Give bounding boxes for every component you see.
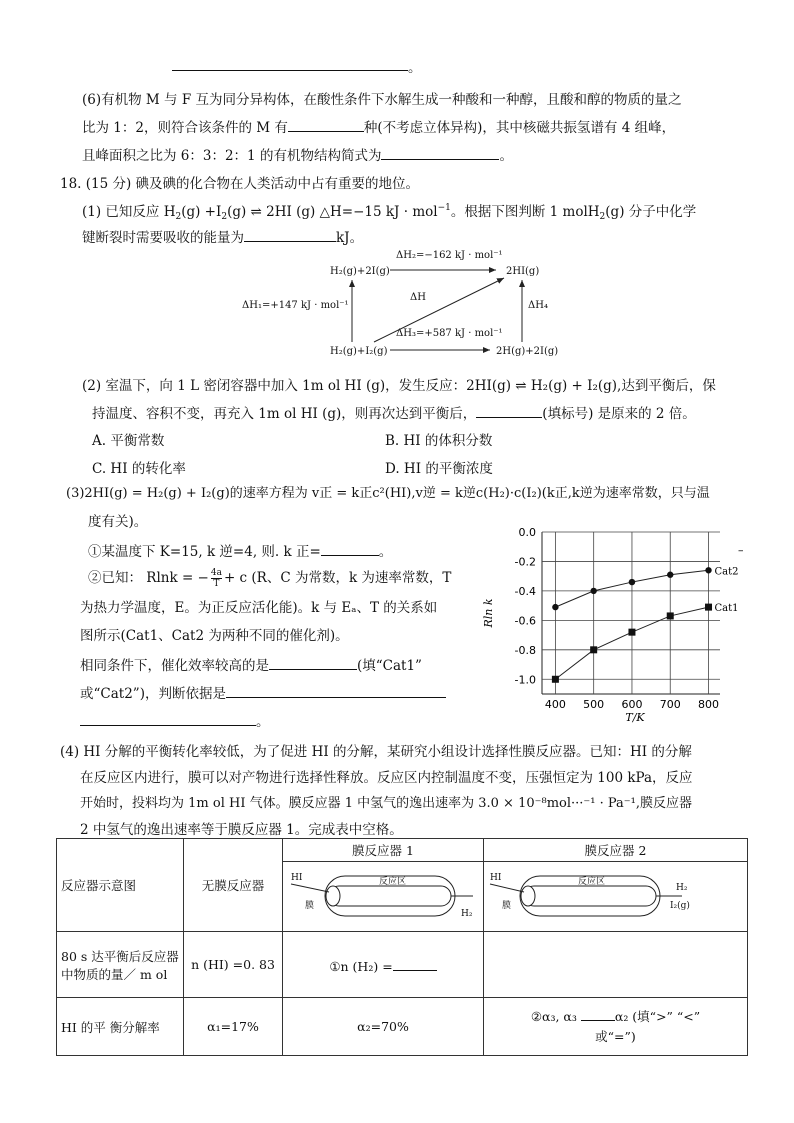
q18-part3-item5: 。	[80, 710, 270, 730]
q18-part4-line4: 2 中氢气的逸出速率等于膜反应器 1。完成表中空格。	[80, 822, 403, 838]
table-blank-nh2[interactable]	[393, 956, 437, 971]
data-point-cat1	[552, 676, 559, 683]
table-header-diagram: 反应器示意图	[57, 839, 184, 932]
membrane-reactor2-schematic	[486, 862, 746, 928]
diagram-bottom-left: H₂(g)+I₂(g)	[330, 346, 388, 357]
reactor1-in-label: HI	[291, 873, 303, 883]
data-point-cat2	[629, 579, 635, 585]
table-row2-reactor2: ②α₃, α₃ α₂ (填“>” “<” 或“=”)	[484, 998, 748, 1056]
q18-part3-item1: ①某温度下 K=15, k 逆=4, 则. k 正= 。	[88, 540, 392, 560]
table-header-reactor1: 膜反应器 1 HI 反应区 膜 H₂	[283, 839, 484, 932]
reactor2-out-h2: H₂	[675, 883, 687, 893]
x-tick-label: 800	[698, 698, 720, 711]
energy-cycle-diagram	[240, 244, 570, 362]
q18-blank-option[interactable]	[476, 403, 542, 418]
series-label-cat2: Cat2	[714, 566, 739, 578]
q6-line3: 且峰面积之比为 6：3：2：1 的有机物结构简式为 。	[82, 144, 513, 164]
q18-part3-item2d: 图所示(Cat1、Cat2 为两种不同的催化剂)。	[80, 628, 349, 644]
data-point-cat1	[590, 646, 597, 653]
q6-blank-structure[interactable]	[381, 145, 499, 160]
diagram-top-right: 2HI(g)	[506, 266, 540, 277]
series-label-cat1: Cat1	[714, 603, 739, 615]
y-tick-label: -0.8	[514, 643, 536, 657]
q18-part3-line1: (3)2HI(g) = H₂(g) + I₂(g)的速率方程为 v正 = k正c²(HI),v逆 = k逆c(H₂)·c(I₂)(k正,k逆为速率常数，只与温	[66, 486, 710, 501]
table-row1-nomembrane: n (HI) =0. 83	[184, 932, 283, 998]
y-tick-label: -1.0	[514, 673, 536, 687]
reactor2-out-i2: I₂(g)	[669, 901, 690, 911]
x-tick-label: 700	[659, 698, 681, 711]
q18-part3-item3: 相同条件下，催化效率较高的是 (填“Cat1”	[80, 654, 422, 674]
x-tick-label: 600	[621, 698, 643, 711]
table-row1-label: 80 s 达平衡后反应器中物质的量／ m ol	[57, 932, 184, 998]
x-axis-label: T/K	[625, 711, 645, 724]
data-point-cat2	[705, 567, 711, 573]
rlnk-vs-t-chart	[480, 522, 750, 730]
membrane-reactor1-schematic	[285, 862, 481, 928]
x-tick-label: 400	[544, 698, 566, 711]
reactor1-zone-label: 反应区	[379, 877, 407, 887]
reactor1-membrane-label: 膜	[305, 901, 315, 911]
q18-header: 18. (15 分) 碘及碘的化合物在人类活动中占有重要的地位。	[60, 176, 420, 192]
table-row2-nomembrane: α₁=17%	[184, 998, 283, 1056]
q18-blank-catalyst[interactable]	[269, 655, 357, 670]
q18-part3-item4: 或“Cat2”)，判断依据是	[80, 682, 446, 702]
table-header-reactor2: 膜反应器 2 HI 反应区 膜 H₂ I₂(g)	[484, 839, 748, 932]
q6-blank-count[interactable]	[288, 117, 364, 132]
reactor2-in-label: HI	[489, 873, 501, 883]
q18-blank-energy[interactable]	[244, 227, 336, 242]
diagram-dh4: ΔH₄	[528, 300, 548, 311]
diagram-dh1: ΔH₁=+147 kJ · mol⁻¹	[242, 300, 349, 311]
y-tick-label: -0.2	[514, 555, 536, 569]
q18-option-d[interactable]: D. HI 的平衡浓度	[385, 461, 493, 477]
q18-option-c[interactable]: C. HI 的转化率	[92, 461, 186, 477]
y-axis-label: Rln k	[482, 598, 495, 628]
q18-part1-line1: (1) 已知反应 $H_2(g) +I_2(g)$ ⇌ 2HI (g) △H=−15 kJ · mol$^{-1}$。根据下图判断 1 molH$_2$(g) 分子中化学	[82, 203, 697, 222]
reactor2-membrane-label: 膜	[501, 901, 511, 911]
diagram-dh: ΔH	[410, 292, 426, 303]
q18-option-a[interactable]: A. 平衡常数	[92, 433, 165, 449]
prev-answer-blank[interactable]	[172, 58, 408, 71]
diagram-dh3: ΔH₃=+587 kJ · mol⁻¹	[396, 328, 503, 339]
q18-part3-item2: ②已知： Rlnk = − $\frac{4a}{T}$ + c (R、C 为常数，k 为速率常数，T	[88, 568, 452, 589]
q18-part1-line2: 键断裂时需要吸收的能量为 kJ。	[82, 226, 363, 246]
diagram-bottom-right: 2H(g)+2I(g)	[496, 346, 559, 357]
q18-part3-item2c: 为热力学温度，E。为正反应活化能)。k 与 Eₐ、T 的关系如	[80, 600, 438, 616]
data-point-cat1	[705, 604, 712, 611]
table-row2-label: HI 的平 衡分解率	[57, 998, 184, 1056]
table-blank-compare[interactable]	[581, 1006, 615, 1021]
q6-line2: 比为 1：2，则符合该条件的 M 有 种(不考虑立体异构)，其中核磁共振氢谱有 4 组峰，	[82, 116, 675, 136]
q6-line1: (6)有机物 M 与 F 互为同分异构体，在酸性条件下水解生成一种酸和一种醇，且酸和醇的物质的量之	[82, 92, 682, 108]
q18-part2-line2: 持温度、容积不变，再充入 1m ol HI (g)，则再次达到平衡后， (填标号) 是原来的 2 倍。	[92, 402, 696, 422]
q18-option-b[interactable]: B. HI 的体积分数	[385, 433, 493, 449]
q18-part2-line1: (2) 室温下，向 1 L 密闭容器中加入 1m ol HI (g)，发生反应：2HI(g) ⇌ H₂(g) + I₂(g),达到平衡后，保	[82, 378, 716, 394]
data-point-cat1	[628, 629, 635, 636]
q18-blank-reason-cont[interactable]	[80, 711, 256, 726]
table-row1-reactor1: ①n (H₂) =	[283, 932, 484, 998]
table-row1-reactor2	[484, 932, 748, 998]
table-row2-reactor1: α₂=70%	[283, 998, 484, 1056]
data-point-cat1	[667, 612, 674, 619]
q18-part4-line2: 在反应区内进行，膜可以对产物进行选择性释放。反应区内控制温度不变，压强恒定为 100 kPa，反应	[80, 770, 693, 786]
reactor2-zone-label: 反应区	[577, 877, 605, 887]
q18-part4-line3: 开始时，投料均为 1m ol HI 气体。膜反应器 1 中氢气的逸出速率为 3.0 × 10⁻⁸mol···⁻¹ · Pa⁻¹,膜反应器	[80, 796, 692, 811]
y-tick-label: -0.6	[514, 614, 536, 628]
y-tick-label: 0.0	[518, 526, 536, 539]
data-point-cat2	[552, 604, 558, 610]
diagram-top-left: H₂(g)+2I(g)	[330, 266, 390, 277]
table-header-nomembrane: 无膜反应器	[184, 839, 283, 932]
data-point-cat2	[590, 588, 596, 594]
q18-blank-reason[interactable]	[226, 683, 446, 698]
data-point-cat2	[667, 572, 673, 578]
q18-blank-kforward[interactable]	[321, 541, 379, 556]
q18-part4-line1: (4) HI 分解的平衡转化率较低，为了促进 HI 的分解，某研究小组设计选择性膜反应器。已知：HI 的分解	[60, 744, 692, 760]
reactor-table	[56, 838, 748, 1056]
chart-edge-mark: –	[738, 544, 744, 558]
diagram-dh2: ΔH₂=−162 kJ · mol⁻¹	[396, 250, 503, 261]
y-tick-label: -0.4	[514, 584, 536, 598]
reactor1-out-h2: H₂	[461, 909, 473, 919]
x-tick-label: 500	[583, 698, 605, 711]
q18-part3-line2: 度有关)。	[88, 514, 148, 530]
